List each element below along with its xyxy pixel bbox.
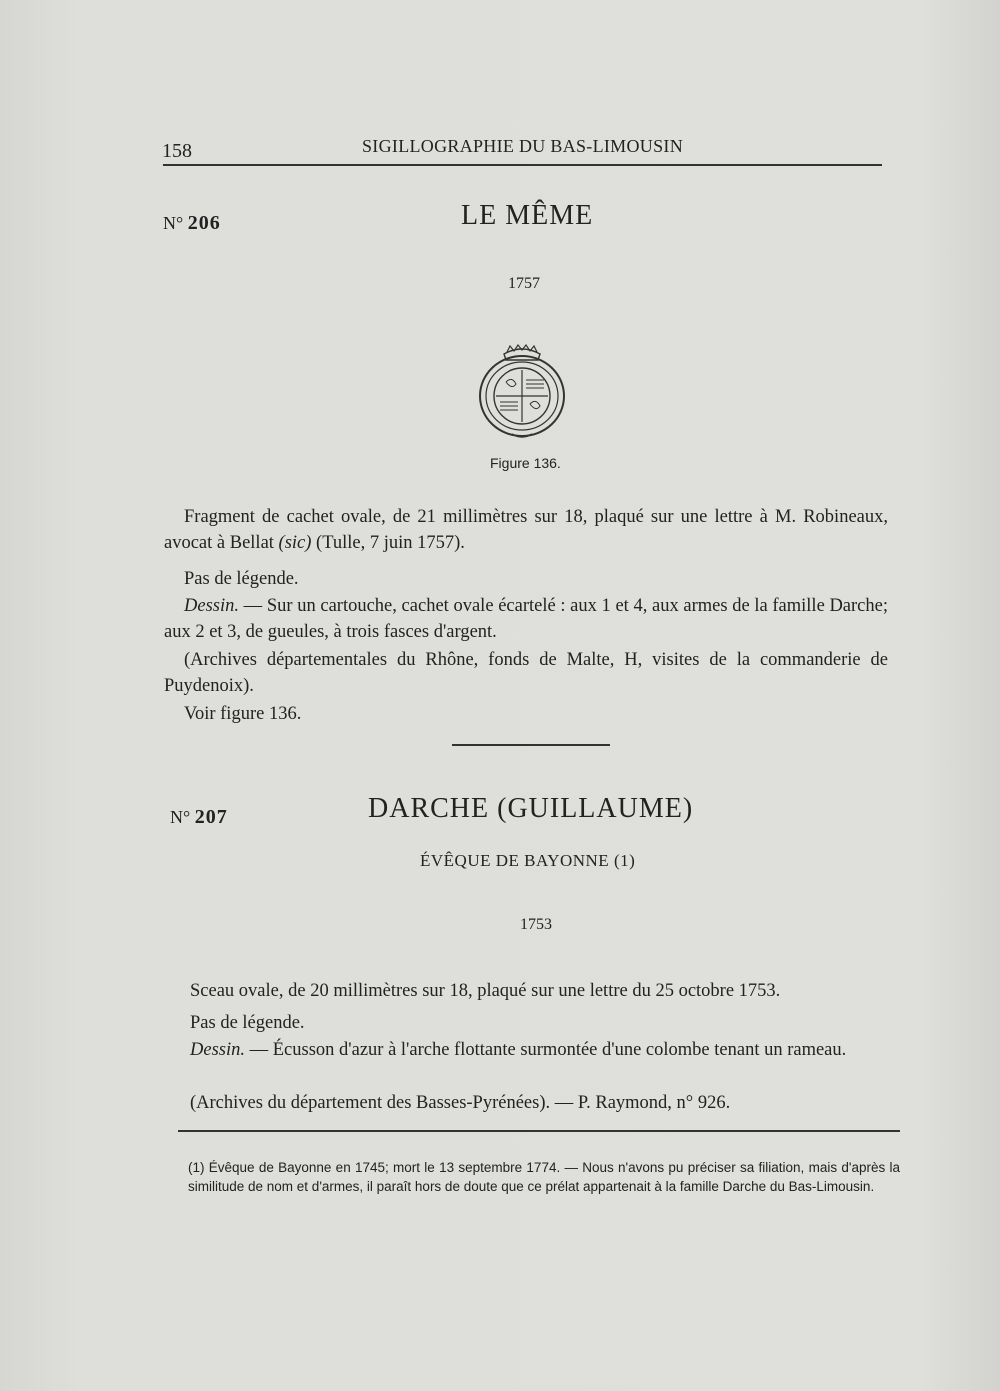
entry-year-206: 1757 [508, 275, 540, 292]
footnote-rule [178, 1130, 900, 1132]
entry-number-207: N° 207 [170, 806, 228, 828]
running-title: SIGILLOGRAPHIE DU BAS-LIMOUSIN [362, 136, 683, 156]
paragraph-206-archives: (Archives départementales du Rhône, fonds de Malte, H, visites de la commanderie de Puydenoix). [164, 650, 888, 696]
seal-figure [474, 340, 570, 444]
paragraph-206-see-figure: Voir figure 136. [184, 704, 302, 724]
paragraph-206-description: Fragment de cachet ovale, de 21 millimètres sur 18, plaqué sur une lettre à M. Robineaux, avocat à Bellat (sic) (Tulle, 7 juin 1757). [164, 507, 888, 553]
figure-caption: Figure 136. [490, 455, 561, 471]
paragraph-206-drawing: Dessin. — Sur un cartouche, cachet ovale écartelé : aux 1 et 4, aux armes de la famille Darche; aux 2 et 3, de gueules, à trois fasces d'argent. [164, 596, 888, 642]
page-number: 158 [162, 140, 192, 162]
paragraph-207-legend: Pas de légende. [190, 1013, 305, 1033]
entry-number-206: N° 206 [163, 212, 221, 234]
entry-title-206: LE MÊME [461, 200, 594, 231]
entry-year-207: 1753 [520, 916, 552, 933]
footnote: (1) Évêque de Bayonne en 1745; mort le 13 septembre 1774. — Nous n'avons pu préciser sa filiation, mais d'après la similitude de nom et d'armes, il paraît hors de doute que ce prélat appartenait à la famille Darche du Bas-Limousin. [188, 1160, 900, 1194]
paragraph-207-archives: (Archives du département des Basses-Pyrénées). — P. Raymond, n° 926. [190, 1093, 731, 1113]
entry-subtitle-207: ÉVÊQUE DE BAYONNE (1) [420, 851, 636, 870]
paragraph-206-legend: Pas de légende. [184, 569, 299, 589]
entry-title-207: DARCHE (GUILLAUME) [368, 793, 694, 824]
section-divider [452, 744, 610, 746]
header-rule [163, 164, 882, 166]
paragraph-207-description: Sceau ovale, de 20 millimètres sur 18, plaqué sur une lettre du 25 octobre 1753. [190, 981, 781, 1001]
paragraph-207-drawing: Dessin. — Écusson d'azur à l'arche flottante surmontée d'une colombe tenant un rameau. [190, 1040, 847, 1060]
